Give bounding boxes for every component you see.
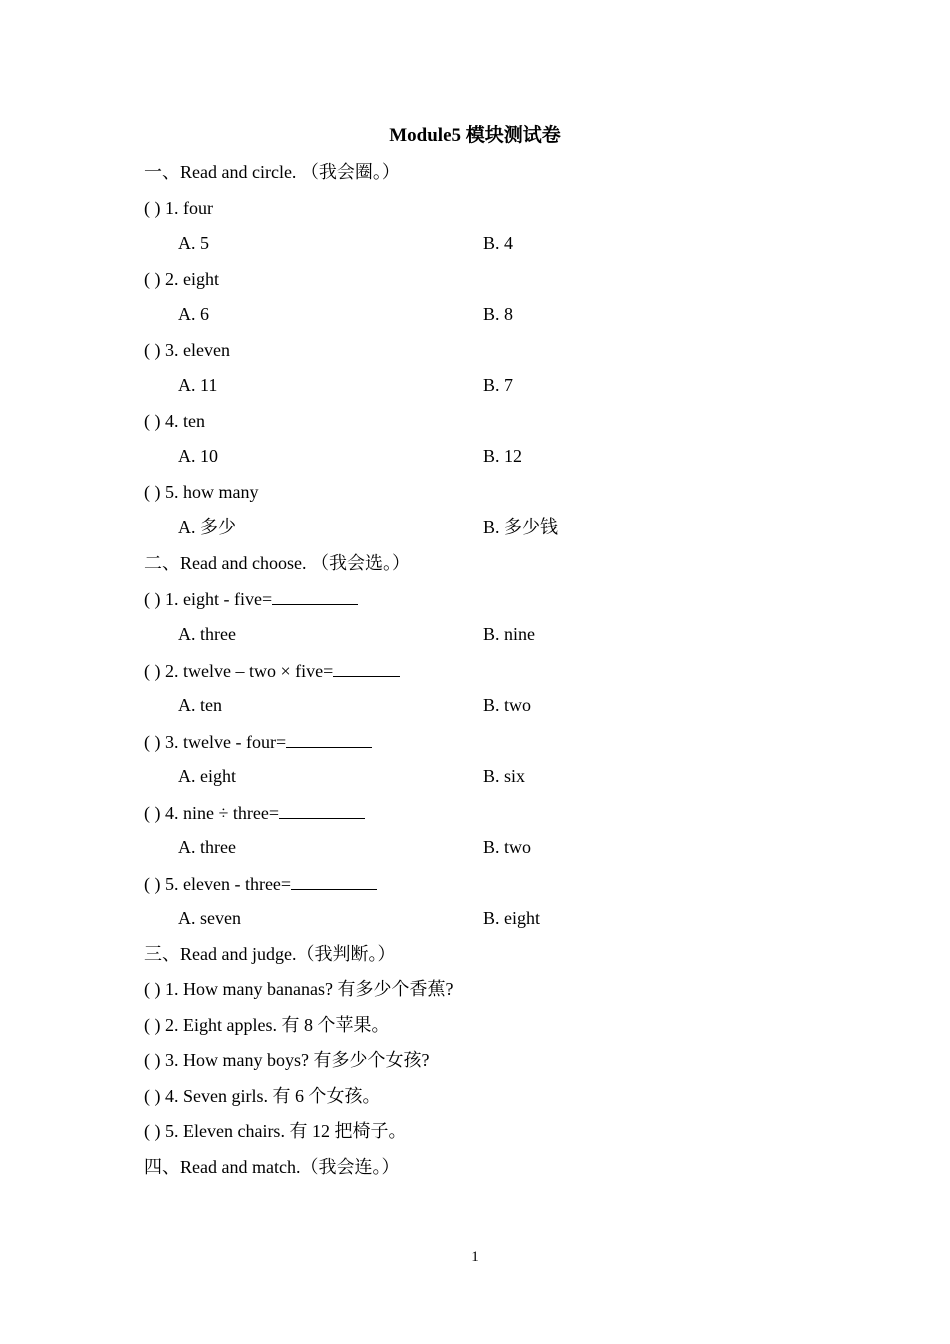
page-title: Module5 模块测试卷 <box>389 125 561 146</box>
question <box>144 729 372 754</box>
question: ( ) 3. eleven <box>144 340 230 360</box>
option-a: A. eight <box>178 766 236 786</box>
option-b: B. 4 <box>483 233 514 253</box>
question-text: ( ) 5. eleven - three= <box>144 874 292 894</box>
option-a: A. 6 <box>178 304 209 324</box>
question: ( ) 5. how many <box>144 482 259 502</box>
option-b: B. nine <box>483 624 535 644</box>
option-a: A. ten <box>178 695 222 715</box>
judge-item: ( ) 5. Eleven chairs. 有 12 把椅子。 <box>144 1121 407 1141</box>
question: ( ) 4. ten <box>144 411 205 431</box>
answer-blank <box>279 800 365 819</box>
question-text: ( ) 4. nine ÷ three= <box>144 803 279 823</box>
option-b: B. two <box>483 837 532 857</box>
question <box>144 658 400 683</box>
option-b: B. eight <box>483 908 540 928</box>
question <box>144 800 365 825</box>
option-b: B. 12 <box>483 446 523 466</box>
option-a: A. three <box>178 624 236 644</box>
question: ( ) 1. four <box>144 198 213 218</box>
option-b: B. six <box>483 766 526 786</box>
option-b: B. 7 <box>483 375 514 395</box>
section-heading: 四、Read and match.（我会连。） <box>144 1157 400 1177</box>
question <box>144 586 358 611</box>
option-b: B. two <box>483 695 532 715</box>
judge-item: ( ) 2. Eight apples. 有 8 个苹果。 <box>144 1015 390 1035</box>
answer-blank <box>272 586 358 605</box>
question <box>144 871 377 896</box>
option-a: A. 10 <box>178 446 218 466</box>
page-number: 1 <box>471 1249 479 1265</box>
answer-blank <box>333 658 400 677</box>
judge-item: ( ) 4. Seven girls. 有 6 个女孩。 <box>144 1086 381 1106</box>
option-a: A. three <box>178 837 236 857</box>
option-a: A. 多少 <box>178 517 236 537</box>
question-text: ( ) 3. twelve - four= <box>144 732 287 752</box>
judge-item: ( ) 1. How many bananas? 有多少个香蕉? <box>144 979 454 999</box>
option-a: A. 5 <box>178 233 209 253</box>
question: ( ) 2. eight <box>144 269 219 289</box>
section-heading: 二、Read and choose. （我会选。） <box>144 553 410 573</box>
option-b: B. 8 <box>483 304 514 324</box>
option-a: A. seven <box>178 908 241 928</box>
section-heading: 一、Read and circle. （我会圈。） <box>144 162 400 182</box>
section-heading: 三、Read and judge.（我判断。） <box>144 944 396 964</box>
question-text: ( ) 2. twelve – two × five= <box>144 661 334 681</box>
judge-item: ( ) 3. How many boys? 有多少个女孩? <box>144 1050 430 1070</box>
option-b: B. 多少钱 <box>483 517 559 537</box>
option-a: A. 11 <box>178 375 218 395</box>
answer-blank <box>286 729 372 748</box>
answer-blank <box>291 871 377 890</box>
question-text: ( ) 1. eight - five= <box>144 589 273 609</box>
